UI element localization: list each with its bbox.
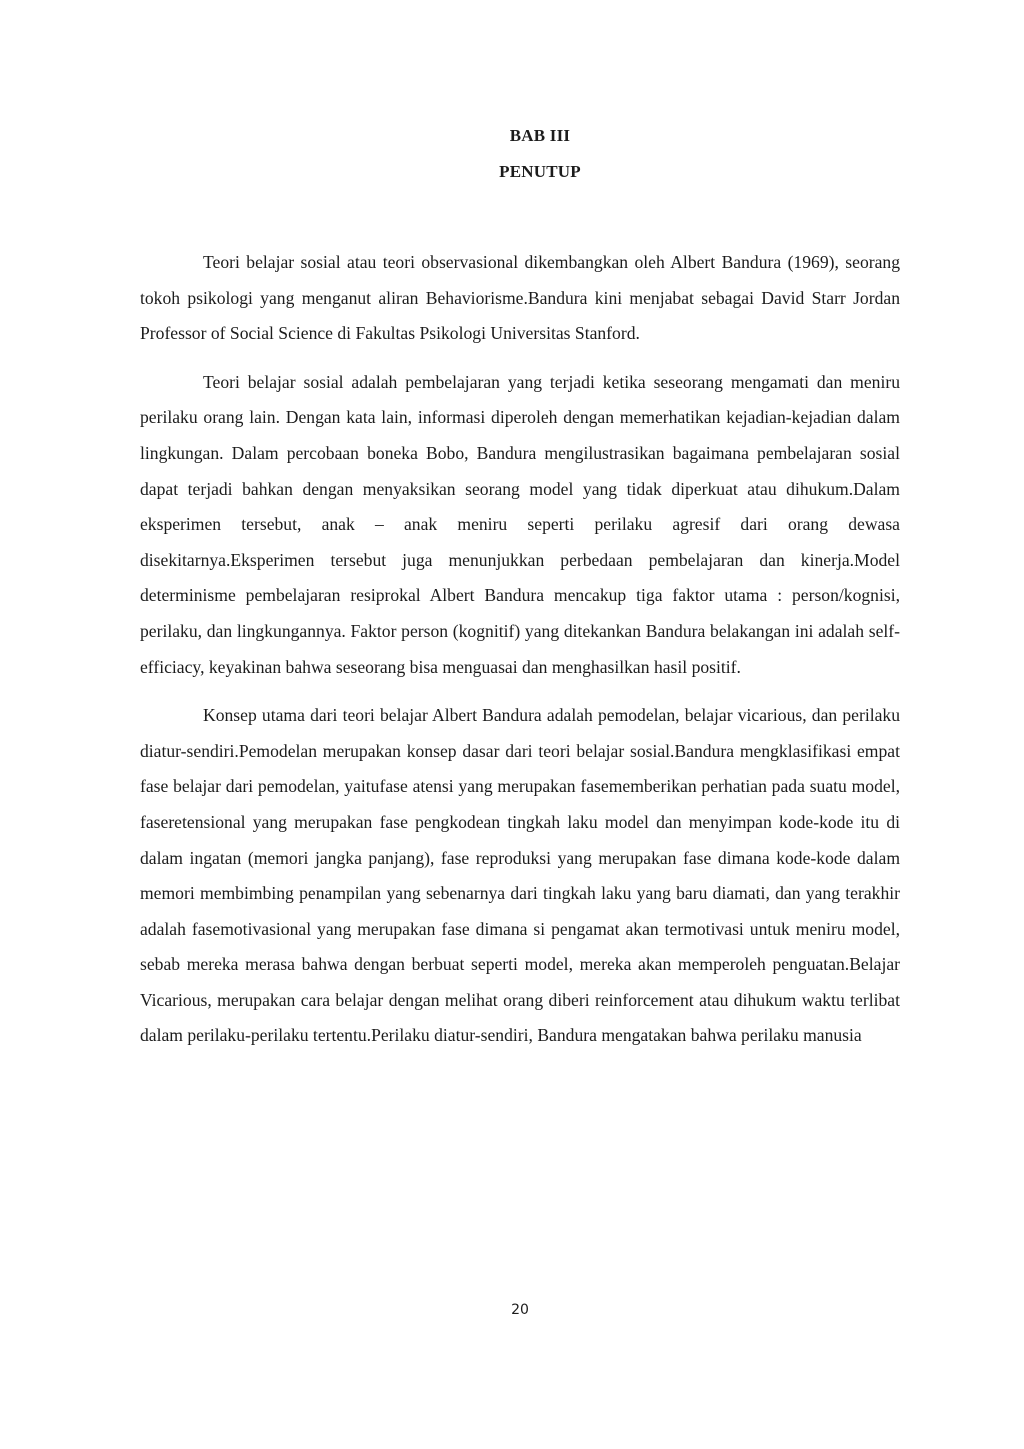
chapter-body [140, 245, 900, 1067]
chapter-title: PENUTUP [499, 162, 581, 181]
paragraph-intro: Teori belajar sosial atau teori observasional dikembangkan oleh Albert Bandura (1969), seorang tokoh psikologi yang menganut aliran Behaviorisme.Bandura kini menjabat sebagai David Starr Jordan Professor of Social Science di Fakultas Psikologi Universitas Stanford. [140, 252, 900, 344]
paragraph-main-concepts: Konsep utama dari teori belajar Albert Bandura adalah pemodelan, belajar vicarious, dan perilaku diatur-sendiri.Pemodelan merupakan konsep dasar dari teori belajar sosial.Bandura mengklasifikasi empat fase belajar dari pemodelan, yaitufase atensi yang merupakan fasememberikan perhatian pada suatu model, faseretensional yang merupakan fase pengkodean tingkah laku model dan menyimpan kode-kode itu di dalam ingatan (memori jangka panjang), fase reproduksi yang merupakan fase dimana kode-kode dalam memori membimbing penampilan yang sebenarnya dari tingkah laku yang baru diamati, dan yang terakhir adalah fasemotivasional yang merupakan fase dimana si pengamat akan termotivasi untuk meniru model, sebab mereka merasa bahwa dengan berbuat seperti model, mereka akan memperoleh penguatan.Belajar Vicarious, merupakan cara belajar dengan melihat orang diberi reinforcement atau dihukum waktu terlibat dalam perilaku-perilaku tertentu.Perilaku diatur-sendiri, Bandura mengatakan bahwa perilaku manusia [140, 705, 900, 1046]
chapter-label: BAB III [509, 126, 571, 145]
paragraph-social-learning: Teori belajar sosial adalah pembelajaran yang terjadi ketika seseorang mengamati dan meniru perilaku orang lain. Dengan kata lain, informasi diperoleh dengan memerhatikan kejadian-kejadian dalam lingkungan. Dalam percobaan boneka Bobo, Bandura mengilustrasikan bagaimana pembelajaran sosial dapat terjadi bahkan dengan menyaksikan seorang model yang tidak diperkuat atau dihukum.Dalam eksperimen tersebut, anak – anak meniru seperti perilaku agresif dari orang dewasa disekitarnya.Eksperimen tersebut juga menunjukkan perbedaan pembelajaran dan kinerja.Model determinisme pembelajaran resiprokal Albert Bandura mencakup tiga faktor utama : person/kognisi, perilaku, dan lingkungannya. Faktor person (kognitif) yang ditekankan Bandura belakangan ini adalah self-efficiacy, keyakinan bahwa seseorang bisa menguasai dan menghasilkan hasil positif. [140, 371, 900, 677]
page-number: 20 [511, 1302, 529, 1318]
